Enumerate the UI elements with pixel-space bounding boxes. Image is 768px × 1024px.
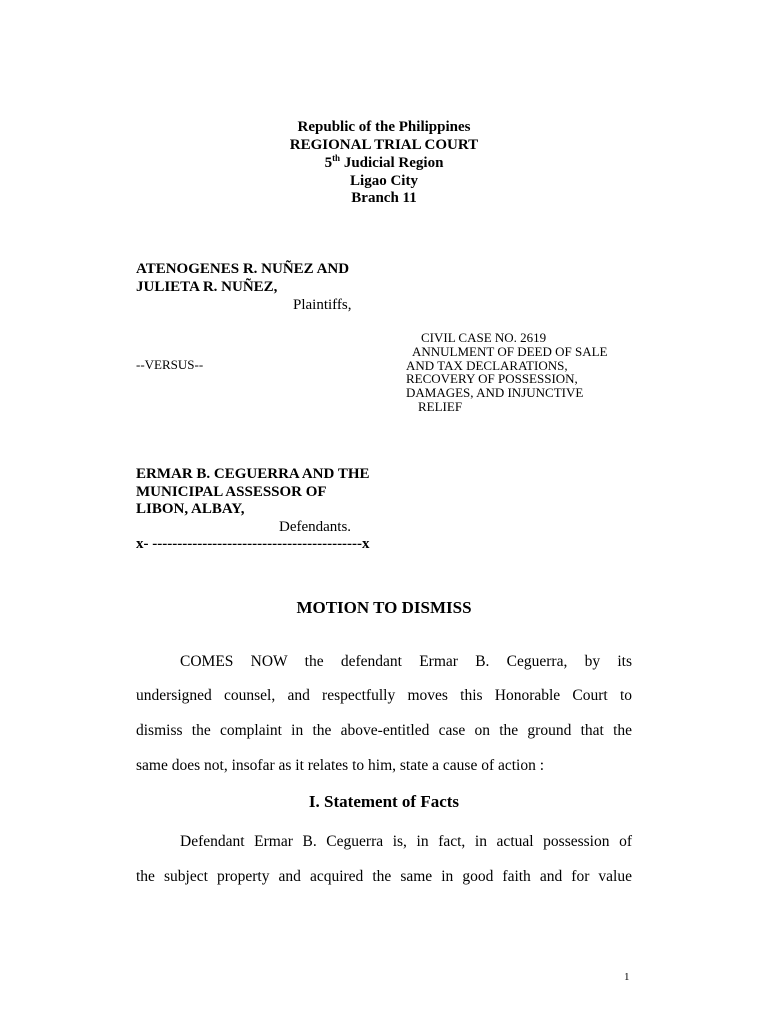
defendant-name-3: LIBON, ALBAY, bbox=[136, 501, 245, 517]
case-subject-1: ANNULMENT OF DEED OF SALE bbox=[412, 344, 608, 359]
header-republic: Republic of the Philippines bbox=[297, 119, 471, 135]
caption-separator: x- ------------------------------------------x bbox=[136, 536, 370, 552]
header-branch: Branch 11 bbox=[351, 190, 417, 206]
paragraph1-line-4: same does not, insofar as it relates to him, state a cause of action : bbox=[136, 757, 545, 774]
defendant-name-1: ERMAR B. CEGUERRA AND THE bbox=[136, 466, 370, 482]
paragraph2-line-1: Defendant Ermar B. Ceguerra is, in fact, in actual possession of bbox=[180, 833, 632, 850]
case-subject-5: RELIEF bbox=[418, 399, 463, 414]
header-city: Ligao City bbox=[350, 173, 418, 189]
paragraph1-line-2: undersigned counsel, and respectfully moves this Honorable Court to bbox=[136, 687, 632, 704]
header-region-suffix: th bbox=[332, 153, 341, 163]
header-region-number: 5 bbox=[324, 155, 333, 171]
case-number: CIVIL CASE NO. 2619 bbox=[421, 330, 547, 345]
defendant-name-2: MUNICIPAL ASSESSOR OF bbox=[136, 484, 327, 500]
paragraph1-line-3: dismiss the complaint in the above-entitled case on the ground that the bbox=[136, 722, 632, 739]
plaintiff-name-1: ATENOGENES R. NUÑEZ AND bbox=[136, 261, 350, 277]
defendants-role: Defendants. bbox=[279, 519, 352, 535]
plaintiff-name-2: JULIETA R. NUÑEZ, bbox=[136, 279, 278, 295]
paragraph1-line-1: COMES NOW the defendant Ermar B. Ceguerra, by its bbox=[180, 653, 632, 670]
paragraph2-line-2: the subject property and acquired the same in good faith and for value bbox=[136, 868, 632, 885]
motion-title: MOTION TO DISMISS bbox=[296, 598, 472, 617]
case-subject-3: RECOVERY OF POSSESSION, bbox=[406, 371, 578, 386]
case-subject-4: DAMAGES, AND INJUNCTIVE bbox=[406, 385, 584, 400]
case-subject-2: AND TAX DECLARATIONS, bbox=[406, 358, 568, 373]
header-court: REGIONAL TRIAL COURT bbox=[289, 137, 479, 153]
section-title-statement-of-facts: I. Statement of Facts bbox=[308, 792, 460, 811]
header-region bbox=[0, 154, 768, 172]
page-number: 1 bbox=[624, 971, 630, 983]
header-region-text: Judicial Region bbox=[340, 155, 444, 171]
plaintiffs-role: Plaintiffs, bbox=[293, 297, 352, 313]
versus-label: --VERSUS-- bbox=[136, 357, 204, 372]
